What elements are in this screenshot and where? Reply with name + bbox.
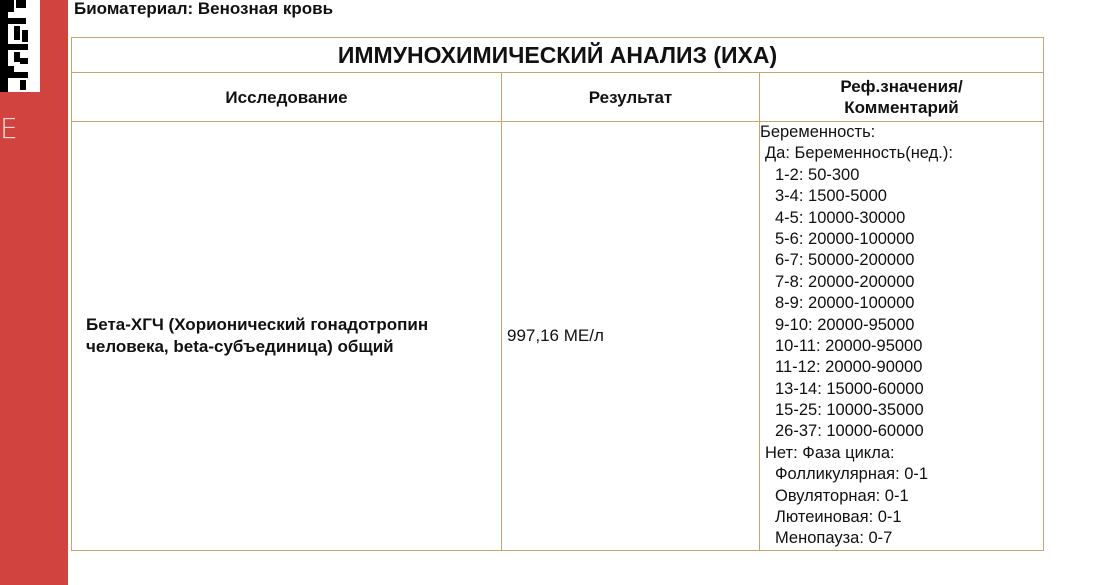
analysis-table	[71, 37, 1044, 551]
reference-values	[760, 122, 1044, 551]
reference-line: 3-4: 1500-5000	[775, 187, 887, 206]
reference-line: Нет: Фаза цикла:	[765, 443, 895, 462]
reference-line: 11-12: 20000-90000	[775, 358, 923, 377]
reference-line: 15-25: 10000-35000	[775, 401, 924, 420]
reference-line: Лютеиновая: 0-1	[775, 508, 902, 527]
reference-line: Овуляторная: 0-1	[775, 486, 909, 505]
test-result: 997,16 МЕ/л	[502, 122, 760, 551]
reference-line: Да: Беременность(нед.):	[765, 144, 953, 163]
reference-line: 5-6: 20000-100000	[775, 229, 915, 248]
table-title: ИММУНОХИМИЧЕСКИЙ АНАЛИЗ (ИХА)	[72, 38, 1044, 73]
biomaterial-label: Биоматериал: Венозная кровь	[74, 0, 334, 18]
header-reference-line1: Реф.значения/	[840, 77, 963, 96]
reference-list	[760, 122, 1043, 550]
test-name-line2: человека, beta-субъединица) общий	[86, 337, 394, 356]
sidebar-letter: E	[0, 112, 18, 145]
reference-line: 8-9: 20000-100000	[775, 294, 915, 313]
header-reference-line2: Комментарий	[844, 98, 959, 117]
qr-code-icon	[0, 0, 40, 92]
reference-line: Фолликулярная: 0-1	[775, 465, 929, 484]
red-sidebar	[0, 0, 68, 585]
table-header-row	[72, 73, 1044, 122]
header-reference	[760, 73, 1044, 122]
reference-line: 1-2: 50-300	[775, 165, 860, 184]
test-name-line1: Бета-ХГЧ (Хорионический гонадотропин	[86, 315, 429, 334]
reference-line: 7-8: 20000-200000	[775, 272, 915, 291]
reference-line: 9-10: 20000-95000	[775, 315, 915, 334]
reference-line: 13-14: 15000-60000	[775, 379, 924, 398]
table-row	[72, 122, 1044, 551]
test-name	[72, 122, 502, 551]
header-test: Исследование	[72, 73, 502, 122]
reference-line: Менопауза: 0-7	[775, 529, 893, 548]
header-result: Результат	[502, 73, 760, 122]
table-title-row	[72, 38, 1044, 73]
reference-line: 10-11: 20000-95000	[775, 336, 923, 355]
reference-line: Беременность:	[760, 123, 876, 141]
reference-line: 26-37: 10000-60000	[775, 422, 924, 441]
reference-line: 4-5: 10000-30000	[775, 208, 906, 227]
reference-line: 6-7: 50000-200000	[775, 251, 915, 270]
